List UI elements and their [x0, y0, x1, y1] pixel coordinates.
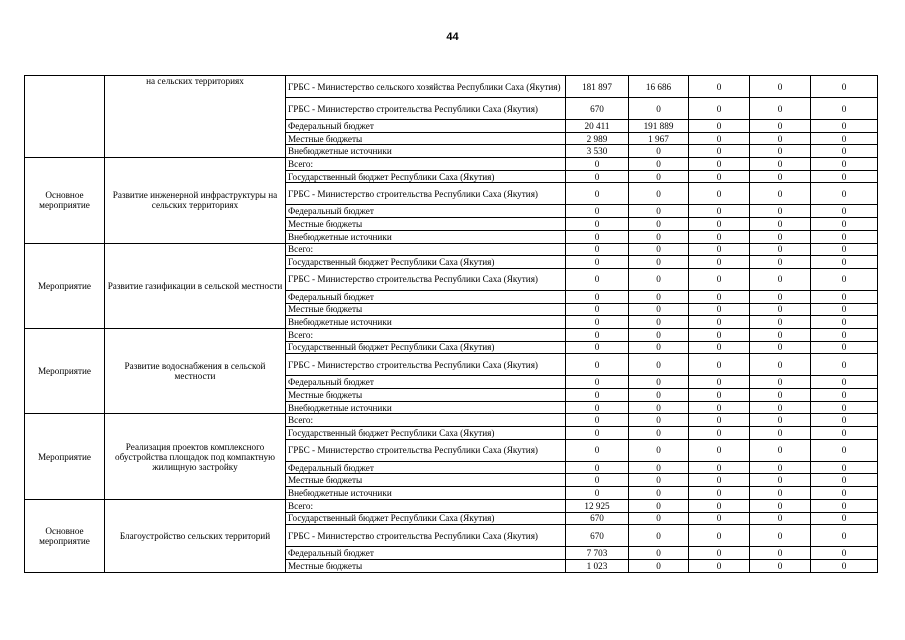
amount-cell: 0	[629, 499, 689, 512]
amount-cell: 0	[750, 439, 811, 461]
funding-source-cell: ГРБС - Министерство строительства Республики Саха (Якутия)	[286, 354, 566, 376]
amount-cell: 0	[689, 559, 750, 572]
amount-cell: 0	[689, 290, 750, 303]
amount-cell: 0	[629, 98, 689, 120]
amount-cell: 0	[811, 414, 878, 427]
amount-cell: 0	[811, 499, 878, 512]
amount-cell: 0	[689, 525, 750, 547]
amount-cell: 0	[566, 183, 629, 205]
funding-source-cell: Всего:	[286, 414, 566, 427]
amount-cell: 0	[689, 205, 750, 218]
amount-cell: 0	[811, 547, 878, 560]
amount-cell: 0	[566, 303, 629, 316]
amount-cell: 0	[750, 525, 811, 547]
amount-cell: 0	[811, 439, 878, 461]
amount-cell: 0	[629, 487, 689, 500]
amount-cell: 0	[689, 474, 750, 487]
amount-cell: 0	[629, 316, 689, 329]
amount-cell: 0	[629, 512, 689, 525]
amount-cell: 12 925	[566, 499, 629, 512]
amount-cell: 0	[750, 547, 811, 560]
funding-source-cell: ГРБС - Министерство строительства Республики Саха (Якутия)	[286, 439, 566, 461]
amount-cell: 0	[689, 512, 750, 525]
amount-cell: 0	[750, 256, 811, 269]
event-level-cell: Мероприятие	[25, 243, 105, 328]
amount-cell: 0	[689, 76, 750, 98]
funding-source-cell: ГРБС - Министерство строительства Республики Саха (Якутия)	[286, 268, 566, 290]
amount-cell: 0	[750, 341, 811, 354]
funding-source-cell: Федеральный бюджет	[286, 461, 566, 474]
amount-cell: 0	[811, 328, 878, 341]
amount-cell: 0	[566, 290, 629, 303]
amount-cell: 0	[629, 474, 689, 487]
amount-cell: 0	[689, 268, 750, 290]
amount-cell: 0	[750, 98, 811, 120]
amount-cell: 0	[689, 316, 750, 329]
amount-cell: 0	[811, 376, 878, 389]
funding-source-cell: Внебюджетные источники	[286, 401, 566, 414]
amount-cell: 0	[811, 487, 878, 500]
amount-cell: 0	[689, 376, 750, 389]
funding-source-cell: Всего:	[286, 158, 566, 171]
amount-cell: 0	[629, 230, 689, 243]
amount-cell: 0	[689, 547, 750, 560]
amount-cell: 0	[689, 401, 750, 414]
amount-cell: 0	[750, 205, 811, 218]
amount-cell: 0	[629, 389, 689, 402]
amount-cell: 0	[629, 525, 689, 547]
funding-source-cell: ГРБС - Министерство сельского хозяйства Республики Саха (Якутия)	[286, 76, 566, 98]
amount-cell: 0	[811, 316, 878, 329]
amount-cell: 0	[689, 132, 750, 145]
amount-cell: 0	[811, 341, 878, 354]
amount-cell: 0	[811, 256, 878, 269]
amount-cell: 0	[629, 183, 689, 205]
amount-cell: 0	[811, 401, 878, 414]
funding-source-cell: Местные бюджеты	[286, 474, 566, 487]
amount-cell: 0	[629, 158, 689, 171]
amount-cell: 0	[811, 183, 878, 205]
amount-cell: 0	[566, 414, 629, 427]
amount-cell: 0	[750, 316, 811, 329]
table-row	[25, 414, 878, 427]
event-level-cell	[25, 76, 105, 158]
funding-source-cell: Государственный бюджет Республики Саха (Якутия)	[286, 427, 566, 440]
amount-cell: 670	[566, 512, 629, 525]
amount-cell: 0	[629, 439, 689, 461]
amount-cell: 0	[566, 341, 629, 354]
amount-cell: 0	[629, 145, 689, 158]
amount-cell: 0	[811, 76, 878, 98]
amount-cell: 7 703	[566, 547, 629, 560]
funding-source-cell: ГРБС - Министерство строительства Республики Саха (Якутия)	[286, 525, 566, 547]
amount-cell: 0	[811, 230, 878, 243]
amount-cell: 0	[811, 120, 878, 133]
amount-cell: 0	[566, 487, 629, 500]
amount-cell: 0	[629, 461, 689, 474]
amount-cell: 0	[566, 316, 629, 329]
amount-cell: 0	[750, 170, 811, 183]
amount-cell: 0	[689, 158, 750, 171]
funding-source-cell: Внебюджетные источники	[286, 316, 566, 329]
funding-source-cell: Местные бюджеты	[286, 303, 566, 316]
amount-cell: 0	[566, 461, 629, 474]
amount-cell: 0	[811, 98, 878, 120]
amount-cell: 0	[750, 120, 811, 133]
funding-source-cell: Местные бюджеты	[286, 218, 566, 231]
amount-cell: 0	[750, 512, 811, 525]
amount-cell: 0	[689, 389, 750, 402]
funding-source-cell: Федеральный бюджет	[286, 120, 566, 133]
amount-cell: 670	[566, 98, 629, 120]
amount-cell: 0	[566, 256, 629, 269]
amount-cell: 0	[629, 303, 689, 316]
funding-source-cell: Федеральный бюджет	[286, 290, 566, 303]
amount-cell: 0	[750, 76, 811, 98]
table-row	[25, 499, 878, 512]
amount-cell: 0	[689, 427, 750, 440]
amount-cell: 0	[629, 559, 689, 572]
amount-cell: 0	[689, 98, 750, 120]
event-name-cell: Благоустройство сельских территорий	[105, 499, 286, 572]
amount-cell: 0	[750, 328, 811, 341]
funding-source-cell: Государственный бюджет Республики Саха (Якутия)	[286, 256, 566, 269]
amount-cell: 0	[811, 303, 878, 316]
amount-cell: 0	[750, 474, 811, 487]
amount-cell: 0	[629, 547, 689, 560]
amount-cell: 0	[811, 427, 878, 440]
amount-cell: 0	[689, 230, 750, 243]
amount-cell: 0	[811, 158, 878, 171]
amount-cell: 0	[811, 354, 878, 376]
amount-cell: 0	[811, 170, 878, 183]
amount-cell: 0	[629, 328, 689, 341]
amount-cell: 0	[750, 354, 811, 376]
funding-source-cell: Государственный бюджет Республики Саха (Якутия)	[286, 512, 566, 525]
event-name-cell: Реализация проектов комплексного обустройства площадок под компактную жилищную застройку	[105, 414, 286, 499]
event-level-cell: Мероприятие	[25, 328, 105, 413]
amount-cell: 0	[750, 132, 811, 145]
amount-cell: 0	[750, 303, 811, 316]
amount-cell: 0	[566, 401, 629, 414]
table-row	[25, 158, 878, 171]
event-name-cell: Развитие газификации в сельской местности	[105, 243, 286, 328]
amount-cell: 0	[689, 145, 750, 158]
amount-cell: 0	[689, 439, 750, 461]
amount-cell: 0	[811, 474, 878, 487]
event-level-cell: Основное мероприятие	[25, 158, 105, 243]
amount-cell: 0	[811, 218, 878, 231]
amount-cell: 0	[750, 499, 811, 512]
amount-cell: 0	[811, 389, 878, 402]
amount-cell: 0	[629, 170, 689, 183]
table-row	[25, 328, 878, 341]
funding-source-cell: Внебюджетные источники	[286, 487, 566, 500]
amount-cell: 0	[750, 145, 811, 158]
amount-cell: 0	[566, 427, 629, 440]
funding-source-cell: Всего:	[286, 328, 566, 341]
amount-cell: 0	[566, 389, 629, 402]
funding-source-cell: Федеральный бюджет	[286, 205, 566, 218]
funding-source-cell: ГРБС - Министерство строительства Республики Саха (Якутия)	[286, 98, 566, 120]
amount-cell: 0	[689, 341, 750, 354]
event-name-cell: Развитие водоснабжения в сельской местности	[105, 328, 286, 413]
amount-cell: 1 967	[629, 132, 689, 145]
funding-source-cell: Местные бюджеты	[286, 559, 566, 572]
amount-cell: 0	[750, 158, 811, 171]
event-level-cell: Мероприятие	[25, 414, 105, 499]
amount-cell: 0	[629, 341, 689, 354]
budget-table	[24, 75, 878, 573]
funding-source-cell: ГРБС - Министерство строительства Республики Саха (Якутия)	[286, 183, 566, 205]
amount-cell: 16 686	[629, 76, 689, 98]
amount-cell: 0	[566, 218, 629, 231]
amount-cell: 0	[689, 414, 750, 427]
amount-cell: 0	[811, 205, 878, 218]
amount-cell: 0	[689, 461, 750, 474]
amount-cell: 0	[689, 170, 750, 183]
funding-source-cell: Всего:	[286, 243, 566, 256]
amount-cell: 0	[566, 230, 629, 243]
amount-cell: 0	[811, 268, 878, 290]
amount-cell: 0	[629, 243, 689, 256]
amount-cell: 0	[811, 559, 878, 572]
amount-cell: 0	[566, 474, 629, 487]
amount-cell: 0	[566, 328, 629, 341]
event-name-cell: на сельских территориях	[105, 76, 286, 158]
amount-cell: 0	[750, 559, 811, 572]
amount-cell: 0	[689, 328, 750, 341]
funding-source-cell: Государственный бюджет Республики Саха (Якутия)	[286, 341, 566, 354]
amount-cell: 0	[811, 243, 878, 256]
amount-cell: 0	[811, 525, 878, 547]
amount-cell: 0	[689, 256, 750, 269]
amount-cell: 0	[811, 512, 878, 525]
amount-cell: 0	[629, 256, 689, 269]
amount-cell: 3 530	[566, 145, 629, 158]
amount-cell: 0	[629, 354, 689, 376]
event-level-cell: Основное мероприятие	[25, 499, 105, 572]
amount-cell: 0	[750, 389, 811, 402]
amount-cell: 0	[750, 230, 811, 243]
amount-cell: 0	[566, 354, 629, 376]
amount-cell: 0	[811, 461, 878, 474]
amount-cell: 0	[750, 218, 811, 231]
amount-cell: 0	[629, 268, 689, 290]
amount-cell: 0	[689, 183, 750, 205]
funding-source-cell: Всего:	[286, 499, 566, 512]
amount-cell: 0	[750, 376, 811, 389]
funding-source-cell: Внебюджетные источники	[286, 145, 566, 158]
amount-cell: 0	[750, 414, 811, 427]
amount-cell: 0	[750, 427, 811, 440]
amount-cell: 0	[566, 158, 629, 171]
amount-cell: 0	[811, 145, 878, 158]
amount-cell: 0	[689, 243, 750, 256]
amount-cell: 0	[811, 132, 878, 145]
amount-cell: 0	[629, 376, 689, 389]
amount-cell: 0	[750, 290, 811, 303]
amount-cell: 0	[750, 243, 811, 256]
table-row	[25, 76, 878, 98]
funding-source-cell: Местные бюджеты	[286, 389, 566, 402]
amount-cell: 0	[566, 170, 629, 183]
amount-cell: 0	[689, 120, 750, 133]
amount-cell: 0	[689, 218, 750, 231]
funding-source-cell: Федеральный бюджет	[286, 376, 566, 389]
amount-cell: 0	[629, 427, 689, 440]
amount-cell: 0	[566, 243, 629, 256]
funding-source-cell: Местные бюджеты	[286, 132, 566, 145]
funding-source-cell: Федеральный бюджет	[286, 547, 566, 560]
amount-cell: 0	[629, 218, 689, 231]
amount-cell: 0	[629, 290, 689, 303]
amount-cell: 0	[629, 205, 689, 218]
amount-cell: 0	[689, 354, 750, 376]
page-number: 44	[446, 31, 459, 43]
amount-cell: 181 897	[566, 76, 629, 98]
amount-cell: 0	[566, 205, 629, 218]
amount-cell: 0	[750, 183, 811, 205]
amount-cell: 191 889	[629, 120, 689, 133]
amount-cell: 0	[689, 303, 750, 316]
funding-source-cell: Государственный бюджет Республики Саха (Якутия)	[286, 170, 566, 183]
amount-cell: 2 989	[566, 132, 629, 145]
amount-cell: 670	[566, 525, 629, 547]
amount-cell: 1 023	[566, 559, 629, 572]
amount-cell: 20 411	[566, 120, 629, 133]
amount-cell: 0	[566, 268, 629, 290]
amount-cell: 0	[811, 290, 878, 303]
funding-source-cell: Внебюджетные источники	[286, 230, 566, 243]
amount-cell: 0	[750, 461, 811, 474]
event-name-cell: Развитие инженерной инфраструктуры на сельских территориях	[105, 158, 286, 243]
amount-cell: 0	[566, 439, 629, 461]
amount-cell: 0	[750, 401, 811, 414]
amount-cell: 0	[629, 401, 689, 414]
amount-cell: 0	[629, 414, 689, 427]
table-row	[25, 243, 878, 256]
amount-cell: 0	[566, 376, 629, 389]
amount-cell: 0	[689, 499, 750, 512]
amount-cell: 0	[750, 487, 811, 500]
amount-cell: 0	[689, 487, 750, 500]
amount-cell: 0	[750, 268, 811, 290]
